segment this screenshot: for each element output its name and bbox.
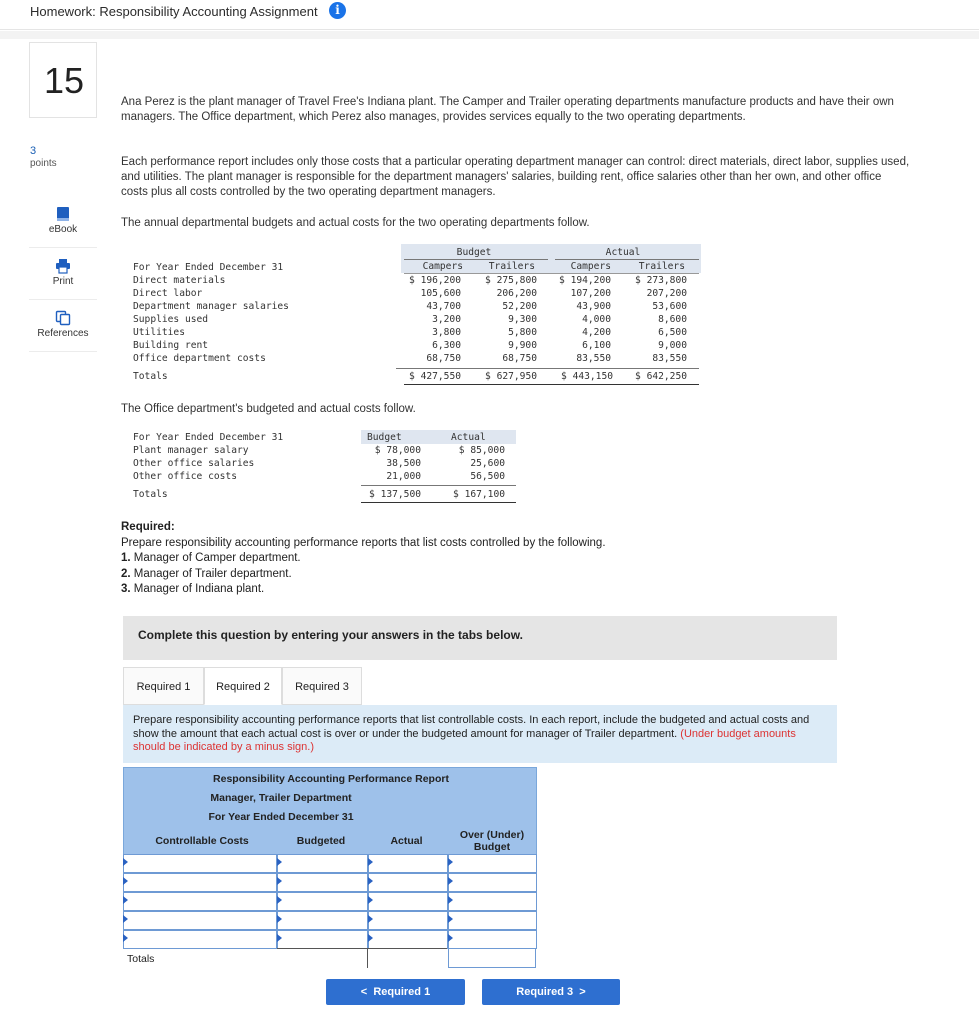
top-bar: [0, 0, 979, 30]
row-value: 56,500: [470, 471, 505, 482]
question-body: [121, 95, 911, 125]
required-item: 3. Manager of Indiana plant.: [121, 583, 265, 595]
row-label: Department manager salaries: [133, 301, 289, 312]
header-band: [0, 31, 979, 39]
over-under-input[interactable]: [448, 911, 537, 930]
total-actual-input[interactable]: [368, 949, 447, 968]
row-value: 9,900: [508, 340, 537, 351]
required-section: [121, 520, 881, 598]
over-under-input[interactable]: [448, 873, 537, 892]
ebook-button[interactable]: [29, 196, 97, 248]
report-subtitle: Manager, Trailer Department: [210, 792, 352, 804]
input-marker-icon: [448, 934, 453, 942]
totals-label: Totals: [127, 953, 155, 965]
tab-required-1[interactable]: Required 1: [123, 667, 204, 705]
row-value: 68,750: [502, 353, 537, 364]
info-icon[interactable]: i: [329, 2, 346, 19]
row-label: Plant manager salary: [133, 445, 249, 456]
input-marker-icon: [123, 915, 128, 923]
col-head: Budget: [367, 432, 402, 443]
report-header: [123, 767, 537, 855]
row-label: Direct labor: [133, 288, 203, 299]
required-intro: Prepare responsibility accounting performance reports that list costs controlled by the following.: [121, 536, 606, 549]
paragraph-3: The annual departmental budgets and actual costs for the two operating departments follow.: [121, 217, 590, 229]
printer-icon: [55, 258, 71, 274]
paragraph-2: Each performance report includes only those costs that a particular operating department manager can control: direct materials, direct labor, supplies used, and utilities. The plant manager is responsible for the department managers' salaries, building rent, office salaries other than her own, and other office costs plus all costs controlled by the two operating department managers.: [121, 156, 910, 198]
question-number-box: [29, 42, 97, 118]
budgeted-input[interactable]: [277, 911, 368, 930]
row-value: 68,750: [426, 353, 461, 364]
input-marker-icon: [277, 896, 282, 904]
col-actual: Actual: [390, 835, 423, 847]
input-marker-icon: [368, 934, 373, 942]
over-under-input[interactable]: [448, 930, 537, 949]
budgeted-input[interactable]: [277, 892, 368, 911]
report-row: [123, 911, 537, 930]
row-label: Direct materials: [133, 275, 226, 286]
row-label: Utilities: [133, 327, 185, 338]
cost-name-input[interactable]: [123, 911, 277, 930]
row-value: 107,200: [570, 288, 611, 299]
year-label: For Year Ended December 31: [133, 262, 284, 273]
budgeted-input[interactable]: [277, 854, 368, 873]
required-heading: Required:: [121, 521, 175, 533]
input-marker-icon: [277, 858, 282, 866]
over-under-input[interactable]: [448, 892, 537, 911]
col-head: Trailers: [638, 261, 685, 272]
row-value: 83,550: [652, 353, 687, 364]
chevron-right-icon: >: [573, 986, 586, 998]
ebook-label: eBook: [48, 224, 78, 235]
required-item: 2. Manager of Trailer department.: [121, 567, 292, 580]
cost-name-input[interactable]: [123, 873, 277, 892]
row-value: 38,500: [386, 458, 421, 469]
col-budgeted: Budgeted: [296, 835, 346, 847]
book-icon: [55, 206, 71, 222]
row-value: $ 273,800: [635, 275, 687, 286]
totals-label: Totals: [133, 489, 168, 500]
report-title: Responsibility Accounting Performance Report: [213, 773, 449, 785]
row-value: 206,200: [496, 288, 537, 299]
input-marker-icon: [123, 896, 128, 904]
question-number: 15: [43, 60, 85, 101]
row-label: Building rent: [133, 340, 209, 351]
totals-row: [123, 948, 537, 970]
row-value: 4,000: [582, 314, 611, 325]
row-label: Office department costs: [133, 353, 266, 364]
references-button[interactable]: [29, 300, 97, 352]
row-value: $ 275,800: [485, 275, 537, 286]
total-value: $ 443,150: [561, 371, 613, 382]
report-row: [123, 854, 537, 873]
actual-input[interactable]: [368, 892, 448, 911]
input-marker-icon: [277, 915, 282, 923]
total-value: $ 137,500: [369, 489, 421, 500]
input-marker-icon: [123, 858, 128, 866]
col-controllable-costs: Controllable Costs: [155, 835, 249, 847]
row-value: 207,200: [646, 288, 687, 299]
instruction-note: (Under budget amounts should be indicated by a minus sign.): [133, 727, 796, 753]
row-label: Supplies used: [133, 314, 209, 325]
report-row: [123, 892, 537, 911]
budget-group-label: Budget: [456, 247, 492, 258]
over-under-input[interactable]: [448, 854, 537, 873]
col-head: Campers: [570, 261, 611, 272]
instruction-text: Prepare responsibility accounting performance reports that list controllable costs. In each report, include the budgeted and actual costs and show the amount that each actual cost is over or under the budgeted amount for manager of Trailer department.: [133, 714, 810, 740]
actual-input[interactable]: [368, 930, 448, 949]
page-title: Homework: Responsibility Accounting Assignment: [30, 4, 318, 19]
actual-group-label: Actual: [605, 247, 641, 258]
tab-required-3[interactable]: Required 3: [282, 667, 362, 705]
total-value: $ 642,250: [635, 371, 687, 382]
row-value: $ 196,200: [409, 275, 461, 286]
input-marker-icon: [448, 858, 453, 866]
input-marker-icon: [448, 915, 453, 923]
total-budgeted-input[interactable]: [277, 949, 367, 968]
col-head: Actual: [451, 432, 486, 443]
row-label: Other office salaries: [133, 458, 255, 469]
input-marker-icon: [448, 896, 453, 904]
totals-label: Totals: [133, 371, 168, 382]
actual-input[interactable]: [368, 854, 448, 873]
prev-tab-button[interactable]: < Required 1: [326, 979, 465, 1005]
row-value: 21,000: [386, 471, 421, 482]
budgeted-input[interactable]: [277, 930, 368, 949]
references-label: References: [37, 328, 89, 339]
row-value: 3,800: [432, 327, 461, 338]
input-marker-icon: [368, 896, 373, 904]
row-value: 6,500: [658, 327, 687, 338]
actual-input[interactable]: [368, 873, 448, 892]
input-marker-icon: [368, 858, 373, 866]
row-value: $ 78,000: [374, 445, 421, 456]
instructions-banner: [123, 616, 837, 660]
row-value: 83,550: [576, 353, 611, 364]
row-value: 6,100: [582, 340, 611, 351]
cost-name-input[interactable]: [123, 854, 277, 873]
chevron-left-icon: <: [360, 986, 374, 998]
input-marker-icon: [277, 934, 282, 942]
year-label: For Year Ended December 31: [133, 432, 284, 443]
paragraph-1: Ana Perez is the plant manager of Travel Free's Indiana plant. The Camper and Trailer operating departments manufacture products and have their own managers. The Office department, which Perez also manages, provides services equally to the two operating departments.: [121, 96, 894, 123]
row-value: 105,600: [420, 288, 461, 299]
row-value: 9,000: [658, 340, 687, 351]
row-value: 53,600: [652, 301, 687, 312]
office-budget-table: [121, 430, 521, 506]
row-value: 4,200: [582, 327, 611, 338]
row-value: 9,300: [508, 314, 537, 325]
row-label: Other office costs: [133, 471, 237, 482]
input-marker-icon: [123, 934, 128, 942]
paragraph-4: The Office department's budgeted and actual costs follow.: [121, 403, 416, 415]
complete-text: Complete this question by entering your answers in the tabs below.: [138, 628, 523, 642]
row-value: 6,300: [432, 340, 461, 351]
row-value: 43,900: [576, 301, 611, 312]
print-label: Print: [52, 276, 74, 287]
col-over-under: Over (Under) Budget: [459, 829, 525, 853]
input-marker-icon: [123, 877, 128, 885]
total-over-under-input[interactable]: [448, 948, 536, 968]
input-marker-icon: [277, 877, 282, 885]
tab-required-2[interactable]: Required 2: [204, 667, 282, 705]
input-marker-icon: [368, 915, 373, 923]
copy-icon: [55, 310, 71, 326]
print-button[interactable]: [29, 248, 97, 300]
row-value: $ 85,000: [458, 445, 505, 456]
col-head: Campers: [422, 261, 463, 272]
row-value: 5,800: [508, 327, 537, 338]
col-head: Trailers: [488, 261, 535, 272]
cost-name-input[interactable]: [123, 930, 277, 949]
next-tab-button[interactable]: Required 3 >: [482, 979, 620, 1005]
row-value: $ 194,200: [559, 275, 611, 286]
total-value: $ 427,550: [409, 371, 461, 382]
row-value: 8,600: [658, 314, 687, 325]
total-value: $ 627,950: [485, 371, 537, 382]
points-value: 3: [30, 145, 37, 157]
row-value: 3,200: [432, 314, 461, 325]
row-value: 25,600: [470, 458, 505, 469]
report-row: [123, 873, 537, 892]
report-row: [123, 930, 537, 949]
actual-input[interactable]: [368, 911, 448, 930]
required-item: 1. Manager of Camper department.: [121, 552, 301, 564]
input-marker-icon: [448, 877, 453, 885]
budgeted-input[interactable]: [277, 873, 368, 892]
tab-instruction: [123, 705, 837, 763]
row-value: 43,700: [426, 301, 461, 312]
input-marker-icon: [368, 877, 373, 885]
total-value: $ 167,100: [453, 489, 505, 500]
points-label: points: [30, 158, 57, 169]
report-period: For Year Ended December 31: [208, 811, 354, 823]
tool-rail: [29, 196, 97, 352]
row-value: 52,200: [502, 301, 537, 312]
cost-name-input[interactable]: [123, 892, 277, 911]
